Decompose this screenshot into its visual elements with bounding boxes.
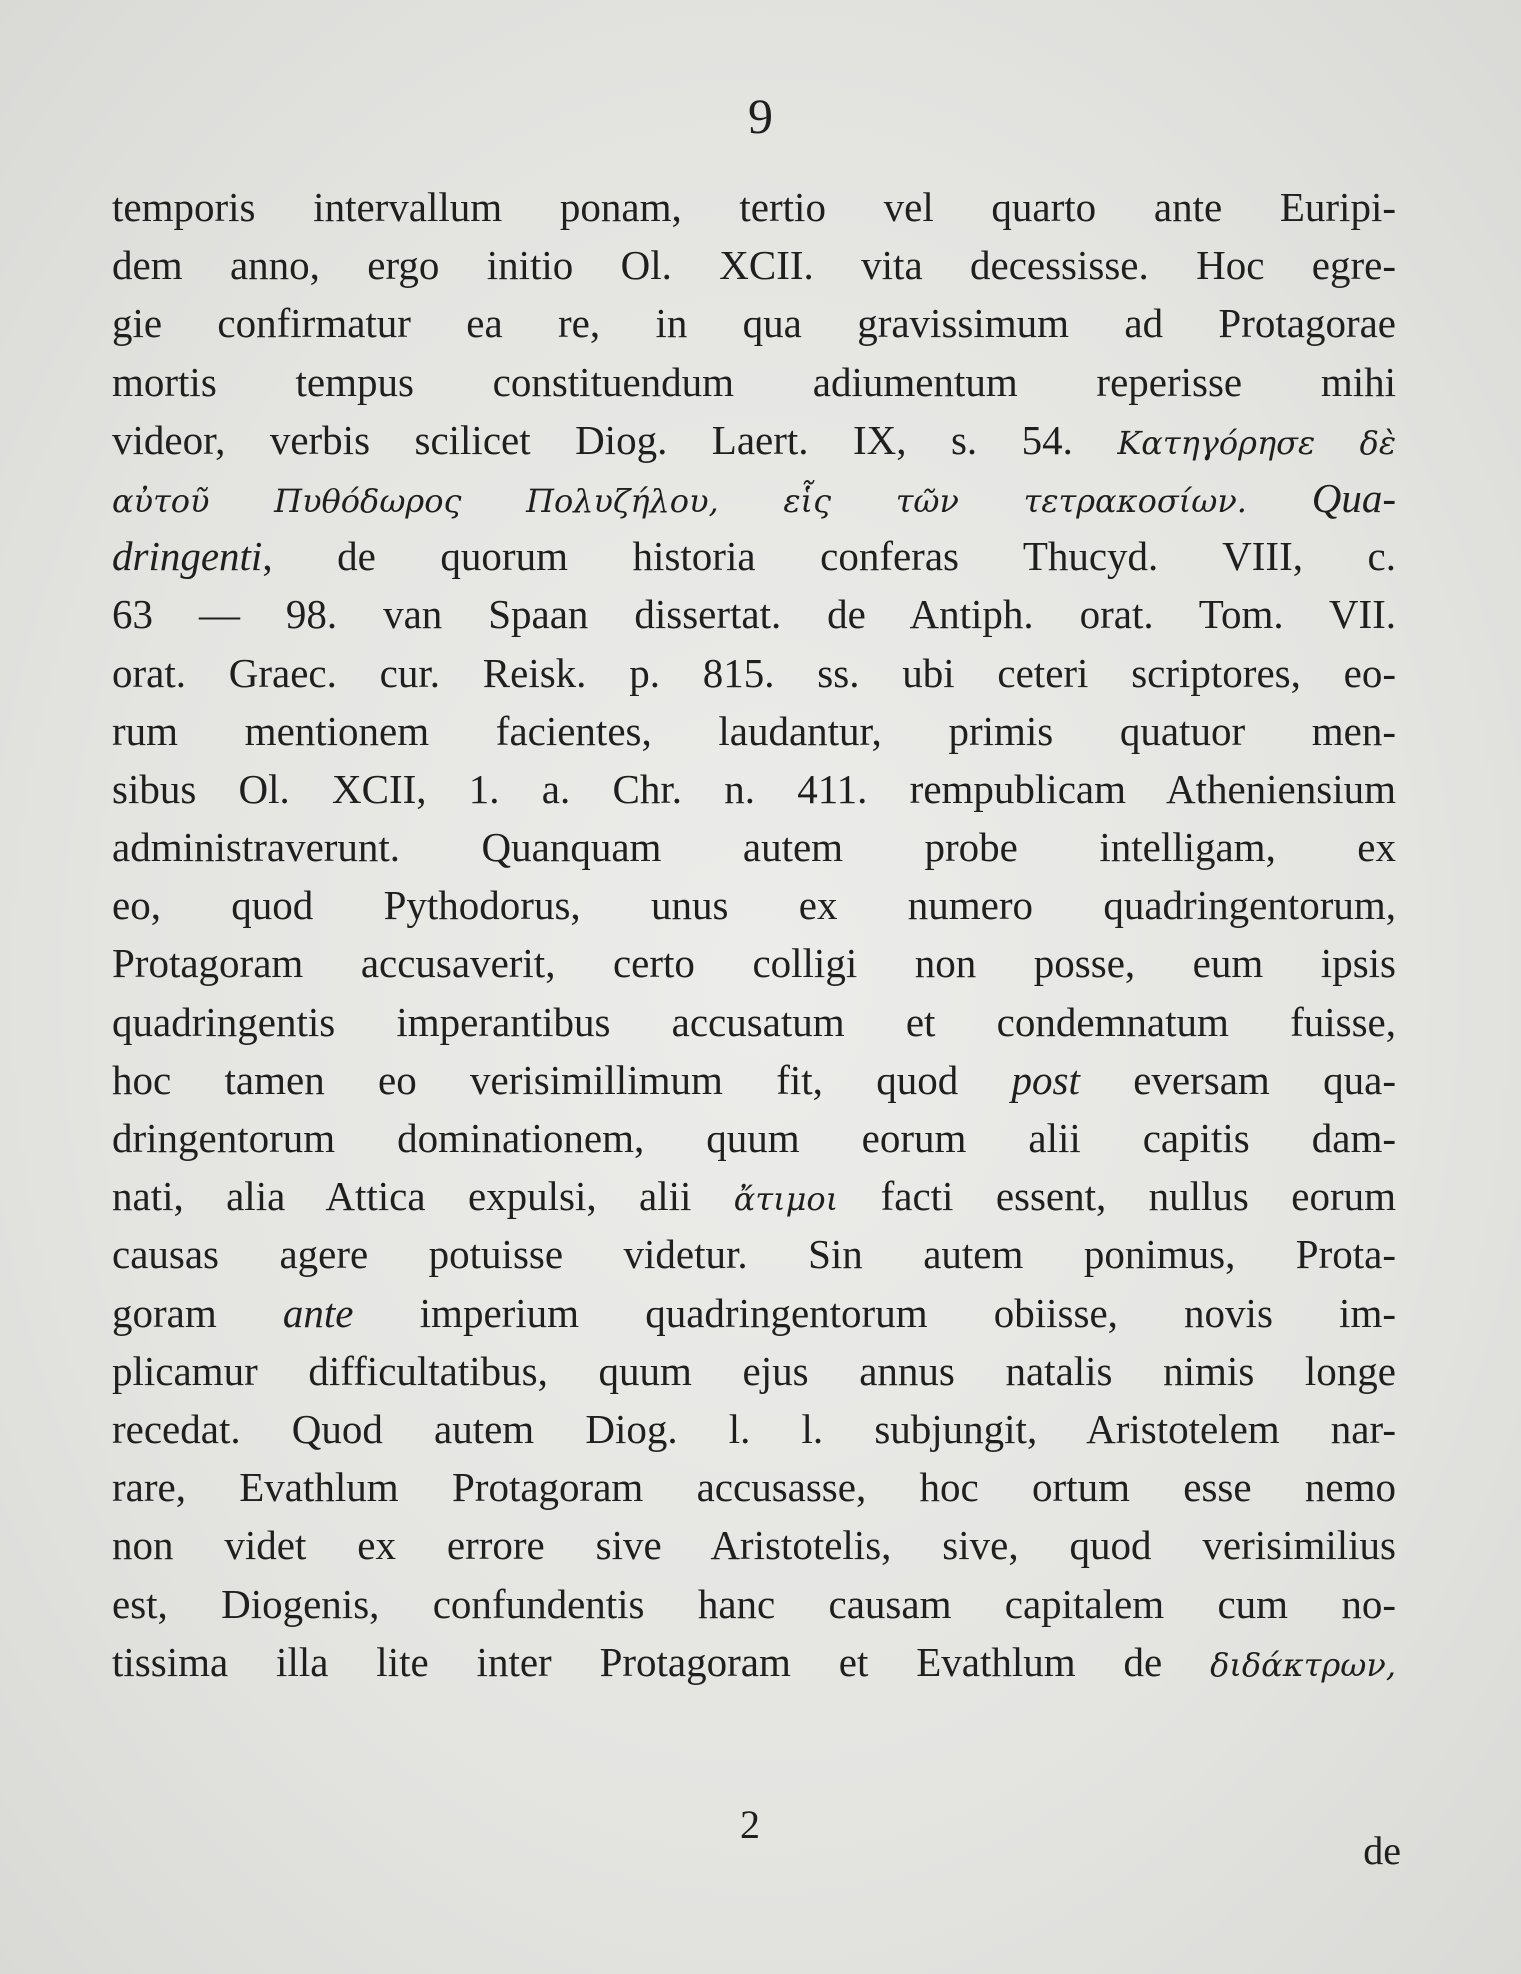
signature-mark: 2: [740, 1802, 760, 1847]
text-line: goram ante imperium quadringentorum obiisse, novis im-: [112, 1289, 1396, 1336]
text-line: quadringentis imperantibus accusatum et condemnatum fuisse,: [112, 998, 1396, 1045]
text-line: administraverunt. Quanquam autem probe intelligam, ex: [112, 824, 1396, 871]
body-text: [112, 178, 1396, 1691]
text-line: recedat. Quod autem Diog. l. l. subjungit, Aristotelem nar-: [112, 1405, 1396, 1452]
text-line: plicamur difficultatibus, quum ejus annus natalis nimis longe: [112, 1347, 1396, 1394]
greek-word: διδάκτρων,: [1210, 1645, 1396, 1684]
text-line: αὐτοῦ Πυθόδωρος Πολυζήλου, εἷς τῶν τετρακοσίων. Qua-: [112, 474, 1396, 521]
catchword: de: [1363, 1828, 1401, 1873]
page-number: 9: [748, 88, 773, 144]
text-line: mortis tempus constituendum adiumentum reperisse mihi: [112, 358, 1396, 405]
greek-quotation: αὐτοῦ Πυθόδωρος Πολυζήλου, εἷς τῶν τετρακοσίων.: [112, 481, 1247, 520]
text-line: rare, Evathlum Protagoram accusasse, hoc ortum esse nemo: [112, 1464, 1396, 1511]
text-line: non videt ex errore sive Aristotelis, sive, quod verisimilius: [112, 1522, 1396, 1569]
greek-word: ἄτιμοι: [733, 1180, 839, 1219]
italic-term: ante: [282, 1289, 354, 1336]
text-line: dem anno, ergo initio Ol. XCII. vita decessisse. Hoc egre-: [112, 242, 1396, 289]
greek-quotation: Κατηγόρησε δὲ: [1117, 423, 1396, 462]
text-line: Protagoram accusaverit, certo colligi non posse, eum ipsis: [112, 940, 1396, 987]
text-line: 63 — 98. van Spaan dissertat. de Antiph. orat. Tom. VII.: [112, 591, 1396, 638]
text-line: causas agere potuisse videtur. Sin autem ponimus, Prota-: [112, 1231, 1396, 1278]
text-line: tissima illa lite inter Protagoram et Evathlum de διδάκτρων,: [112, 1638, 1396, 1685]
text-line: rum mentionem facientes, laudantur, primis quatuor men-: [112, 707, 1396, 754]
text-line: dringentorum dominationem, quum eorum alii capitis dam-: [112, 1115, 1396, 1161]
text-line: videor, verbis scilicet Diog. Laert. IX, s. 54. Κατηγόρησε δὲ: [112, 416, 1396, 463]
text-line: sibus Ol. XCII, 1. a. Chr. n. 411. rempublicam Atheniensium: [112, 765, 1396, 812]
text-line: est, Diogenis, confundentis hanc causam capitalem cum no-: [112, 1580, 1396, 1627]
text-line: orat. Graec. cur. Reisk. p. 815. ss. ubi ceteri scriptores, eo-: [112, 649, 1396, 696]
text-line: dringenti, de quorum historia conferas Thucyd. VIII, c.: [112, 533, 1396, 580]
text-line: nati, alia Attica expulsi, alii ἄτιμοι facti essent, nullus eorum: [112, 1173, 1396, 1220]
text-line: hoc tamen eo verisimillimum fit, quod post eversam qua-: [112, 1056, 1396, 1103]
italic-term: dringenti: [112, 533, 263, 580]
text-line: gie confirmatur ea re, in qua gravissimum ad Protagorae: [112, 300, 1396, 347]
text-line: temporis intervallum ponam, tertio vel quarto ante Euripi-: [112, 184, 1396, 230]
italic-term: post: [1011, 1056, 1080, 1103]
text-line: eo, quod Pythodorus, unus ex numero quadringentorum,: [112, 882, 1396, 929]
